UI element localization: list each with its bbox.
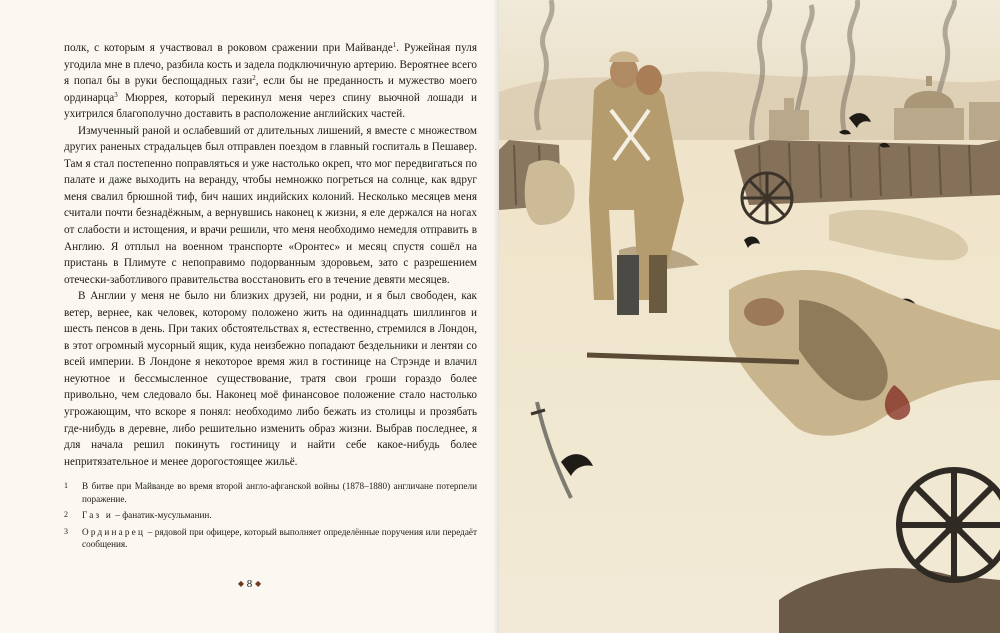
- footnote-term: Газ и: [82, 510, 114, 521]
- right-page-illustration: [499, 0, 1000, 633]
- left-page: [0, 0, 499, 633]
- paragraph-1: полк, с которым я участвовал в роковом сражении при Майванде$^1$. Ружейная пуля угодила мне в плечо, разбила кость и задела подключичную артерию. Вероятнее всего я попал бы в руки беспощадных гази$^2$, если бы не преданность и мужество моего ординарца$^3$ Мюррея, который перекинул меня через спину вьючной лошади и ухитрился благополучно доставить в расположение английских частей.: [64, 41, 477, 121]
- page-number-folio: [0, 578, 499, 590]
- footnote-2: [64, 509, 477, 522]
- battlefield-illustration: [499, 0, 1000, 633]
- footnote-ref-1: 1: [392, 41, 397, 49]
- footnote-3: [64, 526, 477, 551]
- paragraph-3: В Англии у меня не было ни близких друзей, ни родни, и я был свободен, как ветер, вернее, как человек, которому положено жить на одиннадцать шиллингов и шесть пенсов в день. При таких обстоятельствах я, естественно, стремился в Лондон, в этот огромный мусорный ящик, куда неизбежно попадают бездельники и лентяи со всей империи. В Лондоне я некоторое время жил в гостинице на Стрэнде и влачил неуютное и бессмысленное существование, тратя свои гроши гораздо более привольно, чем следовало бы. Наконец моё финансовое положение стало настолько угрожающим, что вскоре я понял: необходимо либо бежать из столицы и прозябать где-нибудь в деревне, либо решительно изменить образ жизни. Выбрав последнее, я для начала решил покинуть гостиницу и найти себе какое-нибудь более непритязательное и менее дорогостоящее жильё.: [64, 290, 477, 468]
- footnote-number: 1: [64, 481, 68, 491]
- footnote-number: 3: [64, 526, 68, 536]
- footnote-text: – фанатик-мусульманин.: [113, 510, 212, 521]
- cannon-wheel-far: [742, 173, 792, 223]
- footnotes: [64, 480, 477, 551]
- footnote-text: В битве при Майванде во время второй англо-афганской войны (1878–1880) англичане потерпели поражение.: [82, 481, 477, 504]
- paragraph-2: Измученный раной и ослабевший от длительных лишений, я вместе с множеством других раненых страдальцев был отправлен поездом в главный госпиталь в Пешавер. Там я стал постепенно поправляться и уже настолько окреп, что мог передвигаться по палате и даже выходить на веранду, чтобы немножко погреться на солнце, как вдруг меня свалил брюшной тиф, бич наших индийских колоний. Несколько месяцев меня считали почти безнадёжным, а вернувшись наконец к жизни, я еле держался на ногах от слабости и истощения, и врачи решили, что меня необходимо немедля отправить в Англию. Я отплыл на военном транспорте «Оронтес» и месяц спустя сошёл на пристань в Плимуте с непоправимо подорванным здоровьем, зато с разрешением отечески-заботливого правительства восстановить его в течение девяти месяцев.: [64, 124, 477, 286]
- footnote-term: Ординарец: [82, 526, 146, 537]
- ornament-right-icon: ◆: [255, 579, 262, 588]
- footnote-number: 2: [64, 510, 68, 520]
- footnote-text: – рядовой при офицере, который выполняет определённые поручения или передаёт сообщения.: [82, 526, 477, 550]
- footnote-ref-3: 3: [114, 90, 118, 99]
- body-text: [64, 40, 477, 470]
- footnote-1: [64, 480, 477, 505]
- footnote-ref-2: 2: [252, 74, 256, 83]
- ornament-left-icon: ◆: [237, 579, 244, 588]
- page-number: 8: [246, 578, 253, 590]
